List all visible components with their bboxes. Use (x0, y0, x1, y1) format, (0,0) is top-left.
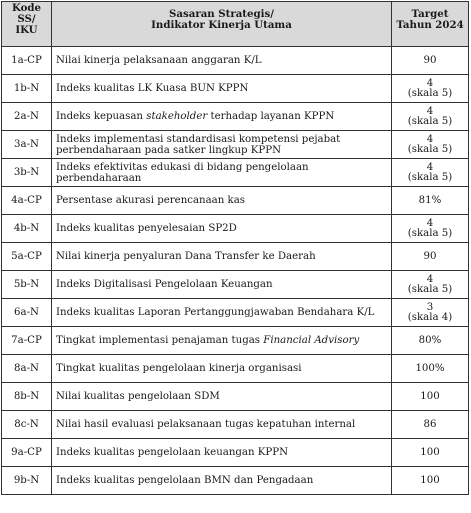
row-indicator: Indeks Digitalisasi Pengelolaan Keuangan (52, 271, 392, 299)
target-scale: (skala 5) (407, 87, 453, 99)
target-scale: (skala 4) (407, 311, 453, 323)
row-target (392, 327, 469, 355)
target-value: 81% (418, 194, 442, 206)
row-code: 9a-CP (2, 439, 52, 467)
row-target (392, 103, 469, 131)
row-indicator: Indeks kualitas penyelesaian SP2D (52, 215, 392, 243)
row-target (392, 47, 469, 75)
row-target (392, 75, 469, 103)
table-row (2, 439, 469, 467)
header-indicator-line1: Sasaran Strategis/ (169, 8, 274, 20)
header-target-line2: Tahun 2024 (396, 19, 464, 31)
row-code: 1b-N (2, 75, 52, 103)
header-code-line3: IKU (15, 24, 38, 36)
table-row (2, 47, 469, 75)
row-target (392, 383, 469, 411)
table-row (2, 467, 469, 495)
row-indicator: Indeks implementasi standardisasi kompetensi pejabat perbendaharaan pada satker lingkup KPPN (52, 131, 392, 159)
row-code: 9b-N (2, 467, 52, 495)
table-body (2, 47, 469, 495)
header-indicator (52, 2, 392, 47)
header-code-line1: Kode (11, 2, 42, 14)
table-header (2, 2, 469, 47)
target-value: 100 (420, 474, 440, 486)
table-row (2, 103, 469, 131)
header-target-line1: Target (411, 8, 449, 20)
target-value: 100 (420, 390, 440, 402)
row-code: 4a-CP (2, 187, 52, 215)
row-indicator: Tingkat kualitas pengelolaan kinerja organisasi (52, 355, 392, 383)
row-indicator: Indeks kualitas Laporan Pertanggungjawaban Bendahara K/L (52, 299, 392, 327)
table-row (2, 383, 469, 411)
target-scale: (skala 5) (407, 227, 453, 239)
row-indicator: Indeks kualitas LK Kuasa BUN KPPN (52, 75, 392, 103)
table-row (2, 327, 469, 355)
table-row (2, 131, 469, 159)
row-target (392, 355, 469, 383)
row-target (392, 215, 469, 243)
target-value: 90 (423, 54, 437, 66)
header-code-line2: SS/ (17, 13, 36, 25)
indicator-italic-term: stakeholder (146, 111, 208, 122)
row-target (392, 243, 469, 271)
row-indicator: Indeks kualitas pengelolaan keuangan KPPN (52, 439, 392, 467)
table-row (2, 187, 469, 215)
row-indicator (52, 327, 392, 355)
row-indicator: Indeks efektivitas edukasi di bidang pengelolaan perbendaharaan (52, 159, 392, 187)
table-row (2, 411, 469, 439)
table-row (2, 159, 469, 187)
indicator-text-tail: terhadap layanan KPPN (207, 111, 335, 122)
header-row (2, 2, 469, 47)
header-indicator-line2: Indikator Kinerja Utama (151, 19, 292, 31)
table-row (2, 299, 469, 327)
indicator-text: Tingkat implementasi penajaman tugas (56, 335, 264, 346)
target-value: 4 (426, 217, 434, 229)
row-target (392, 439, 469, 467)
row-code: 8c-N (2, 411, 52, 439)
table-row (2, 243, 469, 271)
row-code: 2a-N (2, 103, 52, 131)
row-code: 7a-CP (2, 327, 52, 355)
target-value: 90 (423, 250, 437, 262)
target-scale: (skala 5) (407, 283, 453, 295)
iku-target-table (1, 1, 469, 495)
table-row (2, 75, 469, 103)
row-code: 3a-N (2, 131, 52, 159)
row-code: 5b-N (2, 271, 52, 299)
target-value: 4 (426, 161, 434, 173)
row-indicator: Nilai hasil evaluasi pelaksanaan tugas kepatuhan internal (52, 411, 392, 439)
row-target (392, 467, 469, 495)
header-code (2, 2, 52, 47)
indicator-italic-term: Financial Advisory (263, 335, 360, 346)
table-row (2, 271, 469, 299)
target-scale: (skala 5) (407, 115, 453, 127)
row-target (392, 131, 469, 159)
header-target (392, 2, 469, 47)
target-value: 4 (426, 273, 434, 285)
row-indicator (52, 103, 392, 131)
row-target (392, 159, 469, 187)
target-value: 86 (423, 418, 437, 430)
row-code: 3b-N (2, 159, 52, 187)
target-value: 4 (426, 105, 434, 117)
indicator-text: Indeks kepuasan (56, 111, 147, 122)
target-value: 4 (426, 133, 434, 145)
row-indicator: Nilai kualitas pengelolaan SDM (52, 383, 392, 411)
row-code: 5a-CP (2, 243, 52, 271)
row-target (392, 271, 469, 299)
target-value: 80% (418, 334, 442, 346)
target-value: 100 (420, 446, 440, 458)
row-code: 1a-CP (2, 47, 52, 75)
target-value: 4 (426, 77, 434, 89)
table-row (2, 215, 469, 243)
table-row (2, 355, 469, 383)
target-scale: (skala 5) (407, 171, 453, 183)
row-indicator: Persentase akurasi perencanaan kas (52, 187, 392, 215)
row-target (392, 187, 469, 215)
row-code: 4b-N (2, 215, 52, 243)
row-target (392, 299, 469, 327)
target-scale: (skala 5) (407, 143, 453, 155)
row-indicator: Indeks kualitas pengelolaan BMN dan Pengadaan (52, 467, 392, 495)
row-code: 6a-N (2, 299, 52, 327)
row-code: 8a-N (2, 355, 52, 383)
row-target (392, 411, 469, 439)
row-code: 8b-N (2, 383, 52, 411)
target-value: 100% (415, 362, 445, 374)
row-indicator: Nilai kinerja pelaksanaan anggaran K/L (52, 47, 392, 75)
target-value: 3 (426, 301, 434, 313)
row-indicator: Nilai kinerja penyaluran Dana Transfer ke Daerah (52, 243, 392, 271)
